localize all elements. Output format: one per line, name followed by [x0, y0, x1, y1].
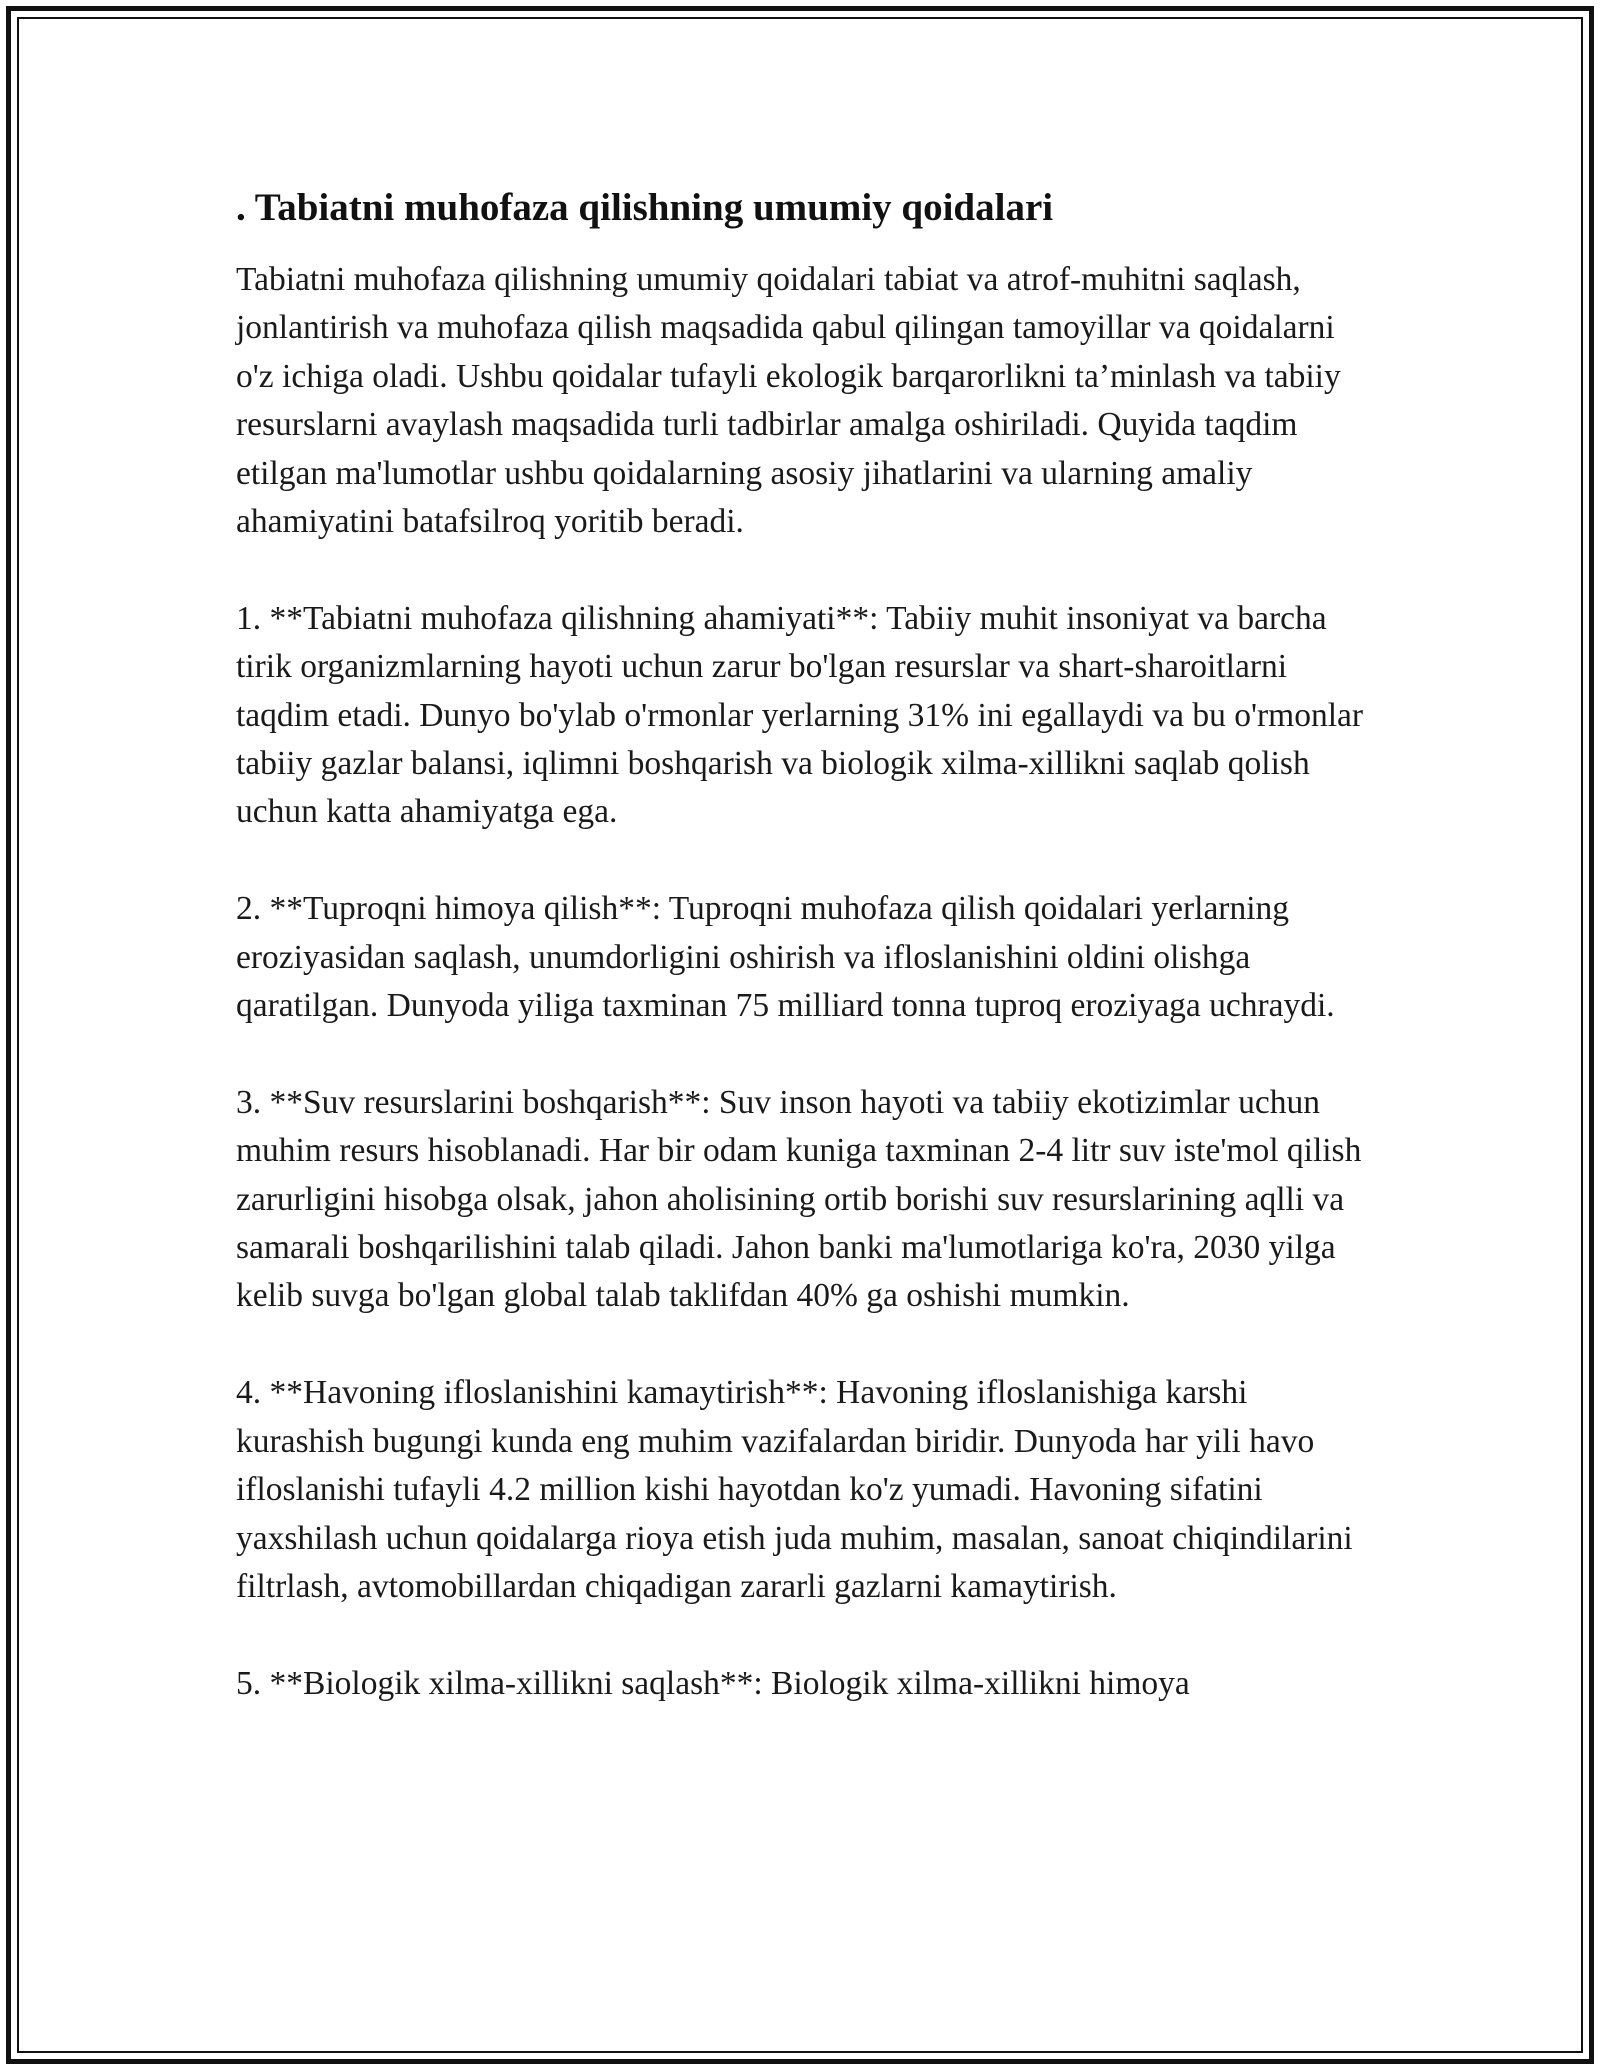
section-paragraph-3: 3. **Suv resurslarini boshqarish**: Suv inson hayoti va tabiiy ekotizimlar uchun muhim resurs hisoblanadi. Har bir odam kuniga taxminan 2-4 litr suv iste'mol qilish zarurligini hisobga olsak, jahon aholisining ortib borishi suv resurslarining aqlli va samarali boshqarilishini talab qiladi. Jahon banki ma'lumotlariga ko'ra, 2030 yilga kelib suvga bo'lgan global talab taklifdan 40% ga oshishi mumkin.: [236, 1083, 1362, 1315]
section-paragraph-5: 5. **Biologik xilma-xillikni saqlash**: Biologik xilma-xillikni himoya: [236, 1664, 1190, 1702]
document-title: . Tabiatni muhofaza qilishning umumiy qoidalari: [236, 186, 1054, 229]
section-paragraph-4: 4. **Havoning ifloslanishini kamaytirish**: Havoning ifloslanishiga karshi kurashish bugungi kunda eng muhim vazifalardan biridir. Dunyoda har yili havo ifloslanishi tufayli 4.2 million kishi hayotdan ko'z yumadi. Havoning sifatini yaxshilash uchun qoidalarga rioya etish juda muhim, masalan, sanoat chiqindilarini filtrlash, avtomobillardan chiqadigan zararli gazlarni kamaytirish.: [236, 1374, 1353, 1605]
intro-paragraph: Tabiatni muhofaza qilishning umumiy qoidalari tabiat va atrof-muhitni saqlash, jonlantirish va muhofaza qilish maqsadida qabul qilingan tamoyillar va qoidalarni o'z ichiga oladi. Ushbu qoidalar tufayli ekologik barqarorlikni ta’minlash va tabiiy resurslarni avaylash maqsadida turli tadbirlar amalga oshiriladi. Quyida taqdim etilgan ma'lumotlar ushbu qoidalarning asosiy jihatlarini va ularning amaliy ahamiyatini batafsilroq yoritib beradi.: [236, 261, 1341, 541]
section-paragraph-1: 1. **Tabiatni muhofaza qilishning ahamiyati**: Tabiiy muhit insoniyat va barcha tirik organizmlarning hayoti uchun zarur bo'lgan resurslar va shart-sharoitlarni taqdim etadi. Dunyo bo'ylab o'rmonlar yerlarning 31% ini egallaydi va bu o'rmonlar tabiiy gazlar balansi, iqlimni boshqarish va biologik xilma-xillikni saqlab qolish uchun katta ahamiyatga ega.: [236, 599, 1364, 831]
document-body: [236, 184, 1376, 1757]
section-paragraph-2: 2. **Tuproqni himoya qilish**: Tuproqni muhofaza qilish qoidalari yerlarning eroziyasidan saqlash, unumdorligini oshirish va ifloslanishini oldini olishga qaratilgan. Dunyoda yiliga taxminan 75 milliard tonna tuproq eroziyaga uchraydi.: [236, 890, 1335, 1025]
